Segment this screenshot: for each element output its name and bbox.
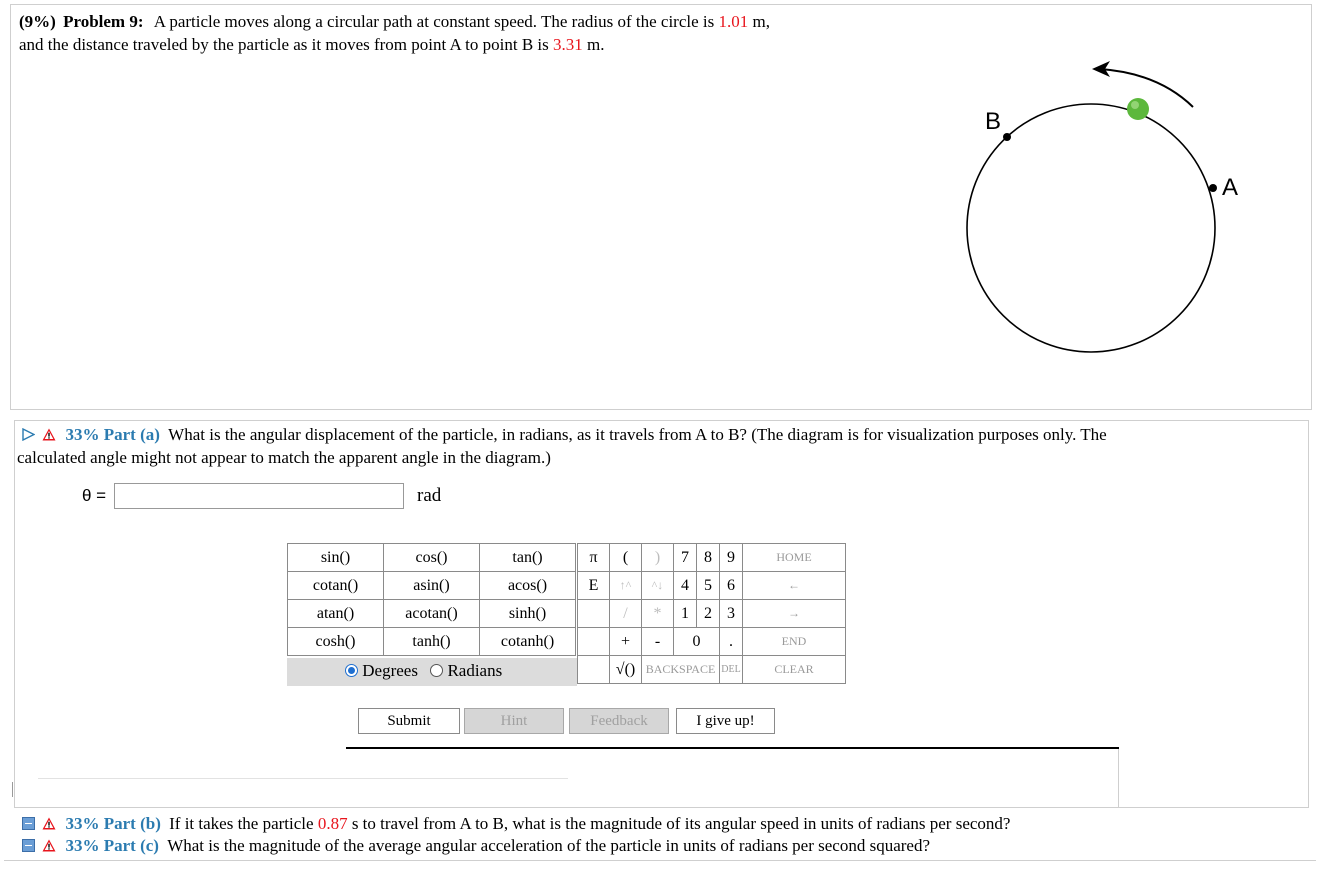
answer-unit: rad [417,485,442,506]
answer-input[interactable] [114,483,404,509]
hint-button[interactable]: Hint [464,708,564,734]
key-star[interactable]: * [642,600,674,628]
key-cotanh[interactable]: cotanh() [480,628,576,656]
feedback-box-edge [1118,749,1119,808]
key-cotan[interactable]: cotan() [288,572,384,600]
key-end[interactable]: END [743,628,846,656]
expand-arrow-icon[interactable] [22,428,35,441]
key-cosh[interactable]: cosh() [288,628,384,656]
key-minus[interactable]: - [642,628,674,656]
key-4[interactable]: 4 [674,572,697,600]
key-rparen[interactable]: ) [642,544,674,572]
feedback-divider [346,747,1119,749]
key-pi[interactable]: π [578,544,610,572]
key-del[interactable]: DEL [720,656,743,684]
key-2[interactable]: 2 [697,600,720,628]
submit-button[interactable]: Submit [358,708,460,734]
part-a-q1: What is the angular displacement of the particle, in radians, as it travels from [168,425,692,444]
key-0[interactable]: 0 [674,628,720,656]
key-9[interactable]: 9 [720,544,743,572]
part-b-to: to [475,814,489,833]
key-5[interactable]: 5 [697,572,720,600]
key-blank-1 [578,600,610,628]
key-blank-3 [578,656,610,684]
bottom-border [4,860,1316,861]
key-8[interactable]: 8 [697,544,720,572]
part-a-A: A [695,425,707,444]
problem-text-to: to point [465,35,518,54]
warning-icon [42,817,56,830]
key-slash[interactable]: / [610,600,642,628]
key-3[interactable]: 3 [720,600,743,628]
distance-value: 3.31 [553,35,583,54]
angle-mode-options [345,660,502,682]
key-plus[interactable]: + [610,628,642,656]
point-a-dot [1209,184,1217,192]
key-1[interactable]: 1 [674,600,697,628]
problem-weight: (9%) [19,12,56,31]
theta-symbol: θ = [82,486,107,505]
particle-icon [1127,98,1149,120]
key-lparen[interactable]: ( [610,544,642,572]
part-c-q: What is the magnitude of the average angular acceleration of the particle in units of radians per second squared? [167,836,931,855]
key-dot[interactable]: . [720,628,743,656]
key-acotan[interactable]: acotan() [384,600,480,628]
feedback-line [38,778,568,779]
left-tick [12,782,13,797]
label-b: B [985,108,1002,135]
key-blank-2 [578,628,610,656]
point-b-dot [1003,133,1011,141]
part-b-A: A [459,814,471,833]
part-c-status-icon [22,839,35,852]
key-sinh[interactable]: sinh() [480,600,576,628]
problem-text-2: and the distance traveled by the particle as it moves from point [19,35,447,54]
problem-text-is: is [537,35,549,54]
give-up-button[interactable]: I give up! [676,708,775,734]
part-b-B: B, [492,814,509,833]
degrees-radio[interactable] [345,664,358,677]
key-sin[interactable]: sin() [288,544,384,572]
part-a-q2: (The diagram is for visualization purposes only. The [751,425,1107,444]
key-right[interactable]: → [743,600,846,628]
key-acos[interactable]: acos() [480,572,576,600]
number-keypad [577,543,846,684]
part-c-row [22,834,1312,857]
key-cos[interactable]: cos() [384,544,480,572]
key-7[interactable]: 7 [674,544,697,572]
radius-unit: m, [752,12,770,31]
radius-value: 1.01 [718,12,749,31]
problem-text-1: A particle moves along a circular path at constant speed. The radius of the circle is [153,12,715,31]
radians-radio[interactable] [430,664,443,677]
part-a-question [22,423,1292,446]
part-b-status-icon [22,817,35,830]
key-tan[interactable]: tan() [480,544,576,572]
part-a-B: B? [728,425,747,444]
part-c-label[interactable]: 33% Part (c) [65,836,159,855]
key-sqrt[interactable]: √() [610,656,642,684]
key-left[interactable]: ← [743,572,846,600]
distance-unit: m. [587,35,605,54]
circle-diagram [950,55,1250,365]
circular-path [967,104,1215,352]
feedback-button[interactable]: Feedback [569,708,669,734]
key-down[interactable]: ^↓ [642,572,674,600]
key-e[interactable]: E [578,572,610,600]
warning-icon [42,839,56,852]
key-home[interactable]: HOME [743,544,846,572]
problem-label: Problem 9: [63,12,144,31]
label-a: A [1222,174,1239,201]
key-tanh[interactable]: tanh() [384,628,480,656]
key-up[interactable]: ↑^ [610,572,642,600]
part-b-row [22,812,1312,835]
time-value: 0.87 [317,814,348,833]
part-b-q3: what is the magnitude of its angular speed in units of radians per second? [512,814,1011,833]
radians-label: Radians [447,661,503,680]
key-backspace[interactable]: BACKSPACE [642,656,720,684]
point-b-ref: B [521,35,534,54]
function-keypad [287,543,576,656]
key-asin[interactable]: asin() [384,572,480,600]
key-atan[interactable]: atan() [288,600,384,628]
degrees-label: Degrees [362,661,418,680]
part-a-question-cont: calculated angle might not appear to match the apparent angle in the diagram.) [17,448,551,467]
part-a-label: 33% Part (a) [65,425,160,444]
key-clear[interactable]: CLEAR [743,656,846,684]
part-a-to: to [710,425,724,444]
direction-arrow [1100,69,1193,107]
part-b-label[interactable]: 33% Part (b) [65,814,161,833]
part-b-q2: s to travel from [351,814,457,833]
problem-statement [19,10,1299,56]
point-a-ref: A [449,35,461,54]
key-6[interactable]: 6 [720,572,743,600]
part-b-q1: If it takes the particle [169,814,314,833]
warning-icon [42,428,56,441]
